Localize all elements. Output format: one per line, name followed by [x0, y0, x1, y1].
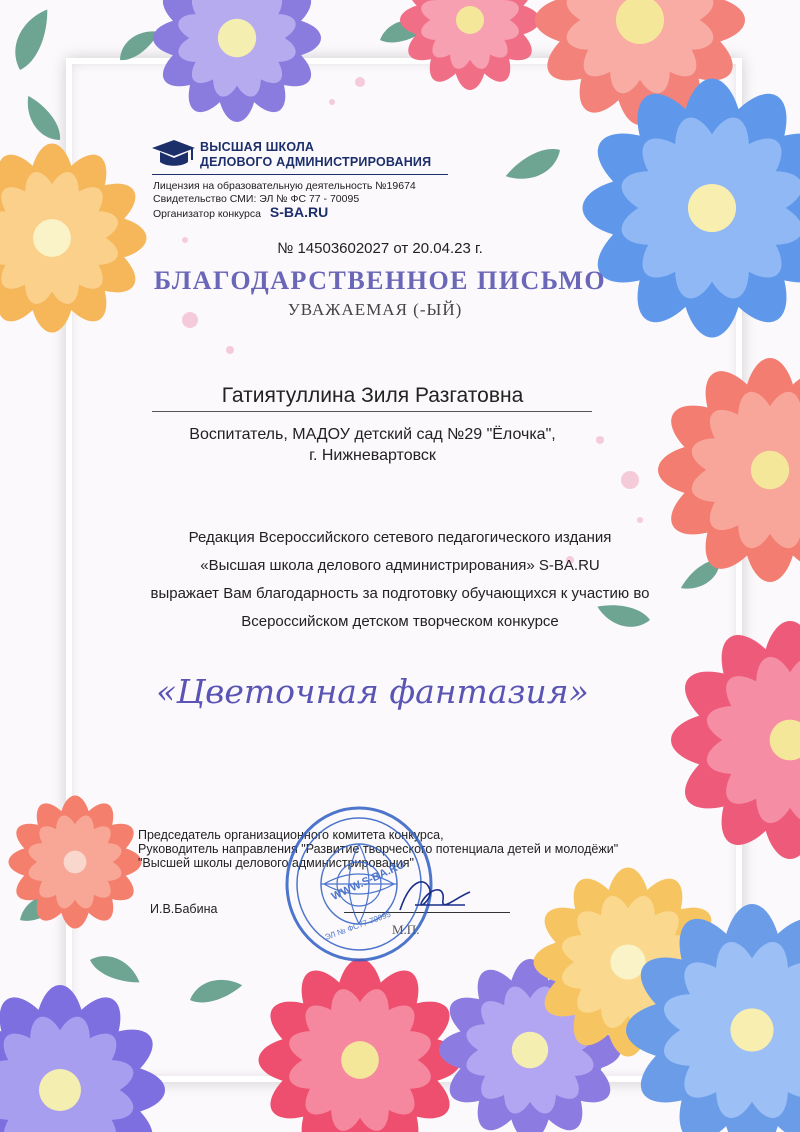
organizer-line: [153, 206, 416, 221]
signatory-title-line1: Председатель организационного комитета конкурса,: [138, 828, 444, 842]
document-number: № 14503602027 от 20.04.23 г.: [277, 240, 483, 257]
recipient-position-line1: Воспитатель, МАДОУ детский сад №29 "Ёлочка",: [189, 426, 556, 443]
signer-name: И.В.Бабина: [150, 902, 218, 916]
contest-name: «Цветочная фантазия»: [156, 672, 589, 711]
license-text: Лицензия на образовательную деятельность №19674: [153, 180, 416, 192]
signatory-title-line3: "Высшей школы делового администрирования": [138, 856, 414, 870]
gratitude-line4: Всероссийском детском творческом конкурсе: [241, 613, 559, 630]
stamp-site-text: WWW.S-BA.RU: [329, 858, 407, 904]
organization-name: [200, 140, 431, 170]
recipient-name-underline: [152, 411, 592, 412]
organization-name-line1: ВЫСШАЯ ШКОЛА: [200, 140, 315, 154]
gratitude-line3: выражает Вам благодарность за подготовку обучающихся к участию во: [150, 585, 650, 602]
license-info: [153, 180, 416, 221]
organization-name-line2: ДЕЛОВОГО АДМИНИСТРИРОВАНИЯ: [200, 155, 432, 169]
organizer-site: S-BA.RU: [269, 204, 329, 220]
signatory-title-line2: Руководитель направления "Развитие творческого потенциала детей и молодёжи": [138, 842, 619, 856]
gratitude-line2: «Высшая школа делового администрирования» S-BA.RU: [200, 557, 600, 574]
graduation-cap-icon: [150, 138, 196, 172]
recipient-city: г. Нижневартовск: [309, 447, 436, 464]
document-title: БЛАГОДАРСТВЕННОЕ ПИСЬМО: [153, 266, 607, 295]
organizer-label: Организатор конкурса: [153, 208, 261, 220]
salutation: УВАЖАЕМАЯ (-ЫЙ): [287, 300, 463, 319]
handwritten-signature: [395, 870, 475, 920]
logo-divider: [152, 174, 448, 175]
stamp-registration-text: ЭЛ № ФС77-70095: [323, 909, 393, 942]
gratitude-line1: Редакция Всероссийского сетевого педагогического издания: [188, 529, 612, 546]
gratitude-text: [0, 524, 800, 636]
media-certificate-text: Свидетельство СМИ: ЭЛ № ФС 77 - 70095: [153, 193, 360, 205]
recipient-position: [0, 424, 745, 466]
stamp-place-label: М.П.: [392, 922, 420, 937]
recipient-name: Гатиятуллина Зиля Разгатовна: [221, 384, 524, 407]
